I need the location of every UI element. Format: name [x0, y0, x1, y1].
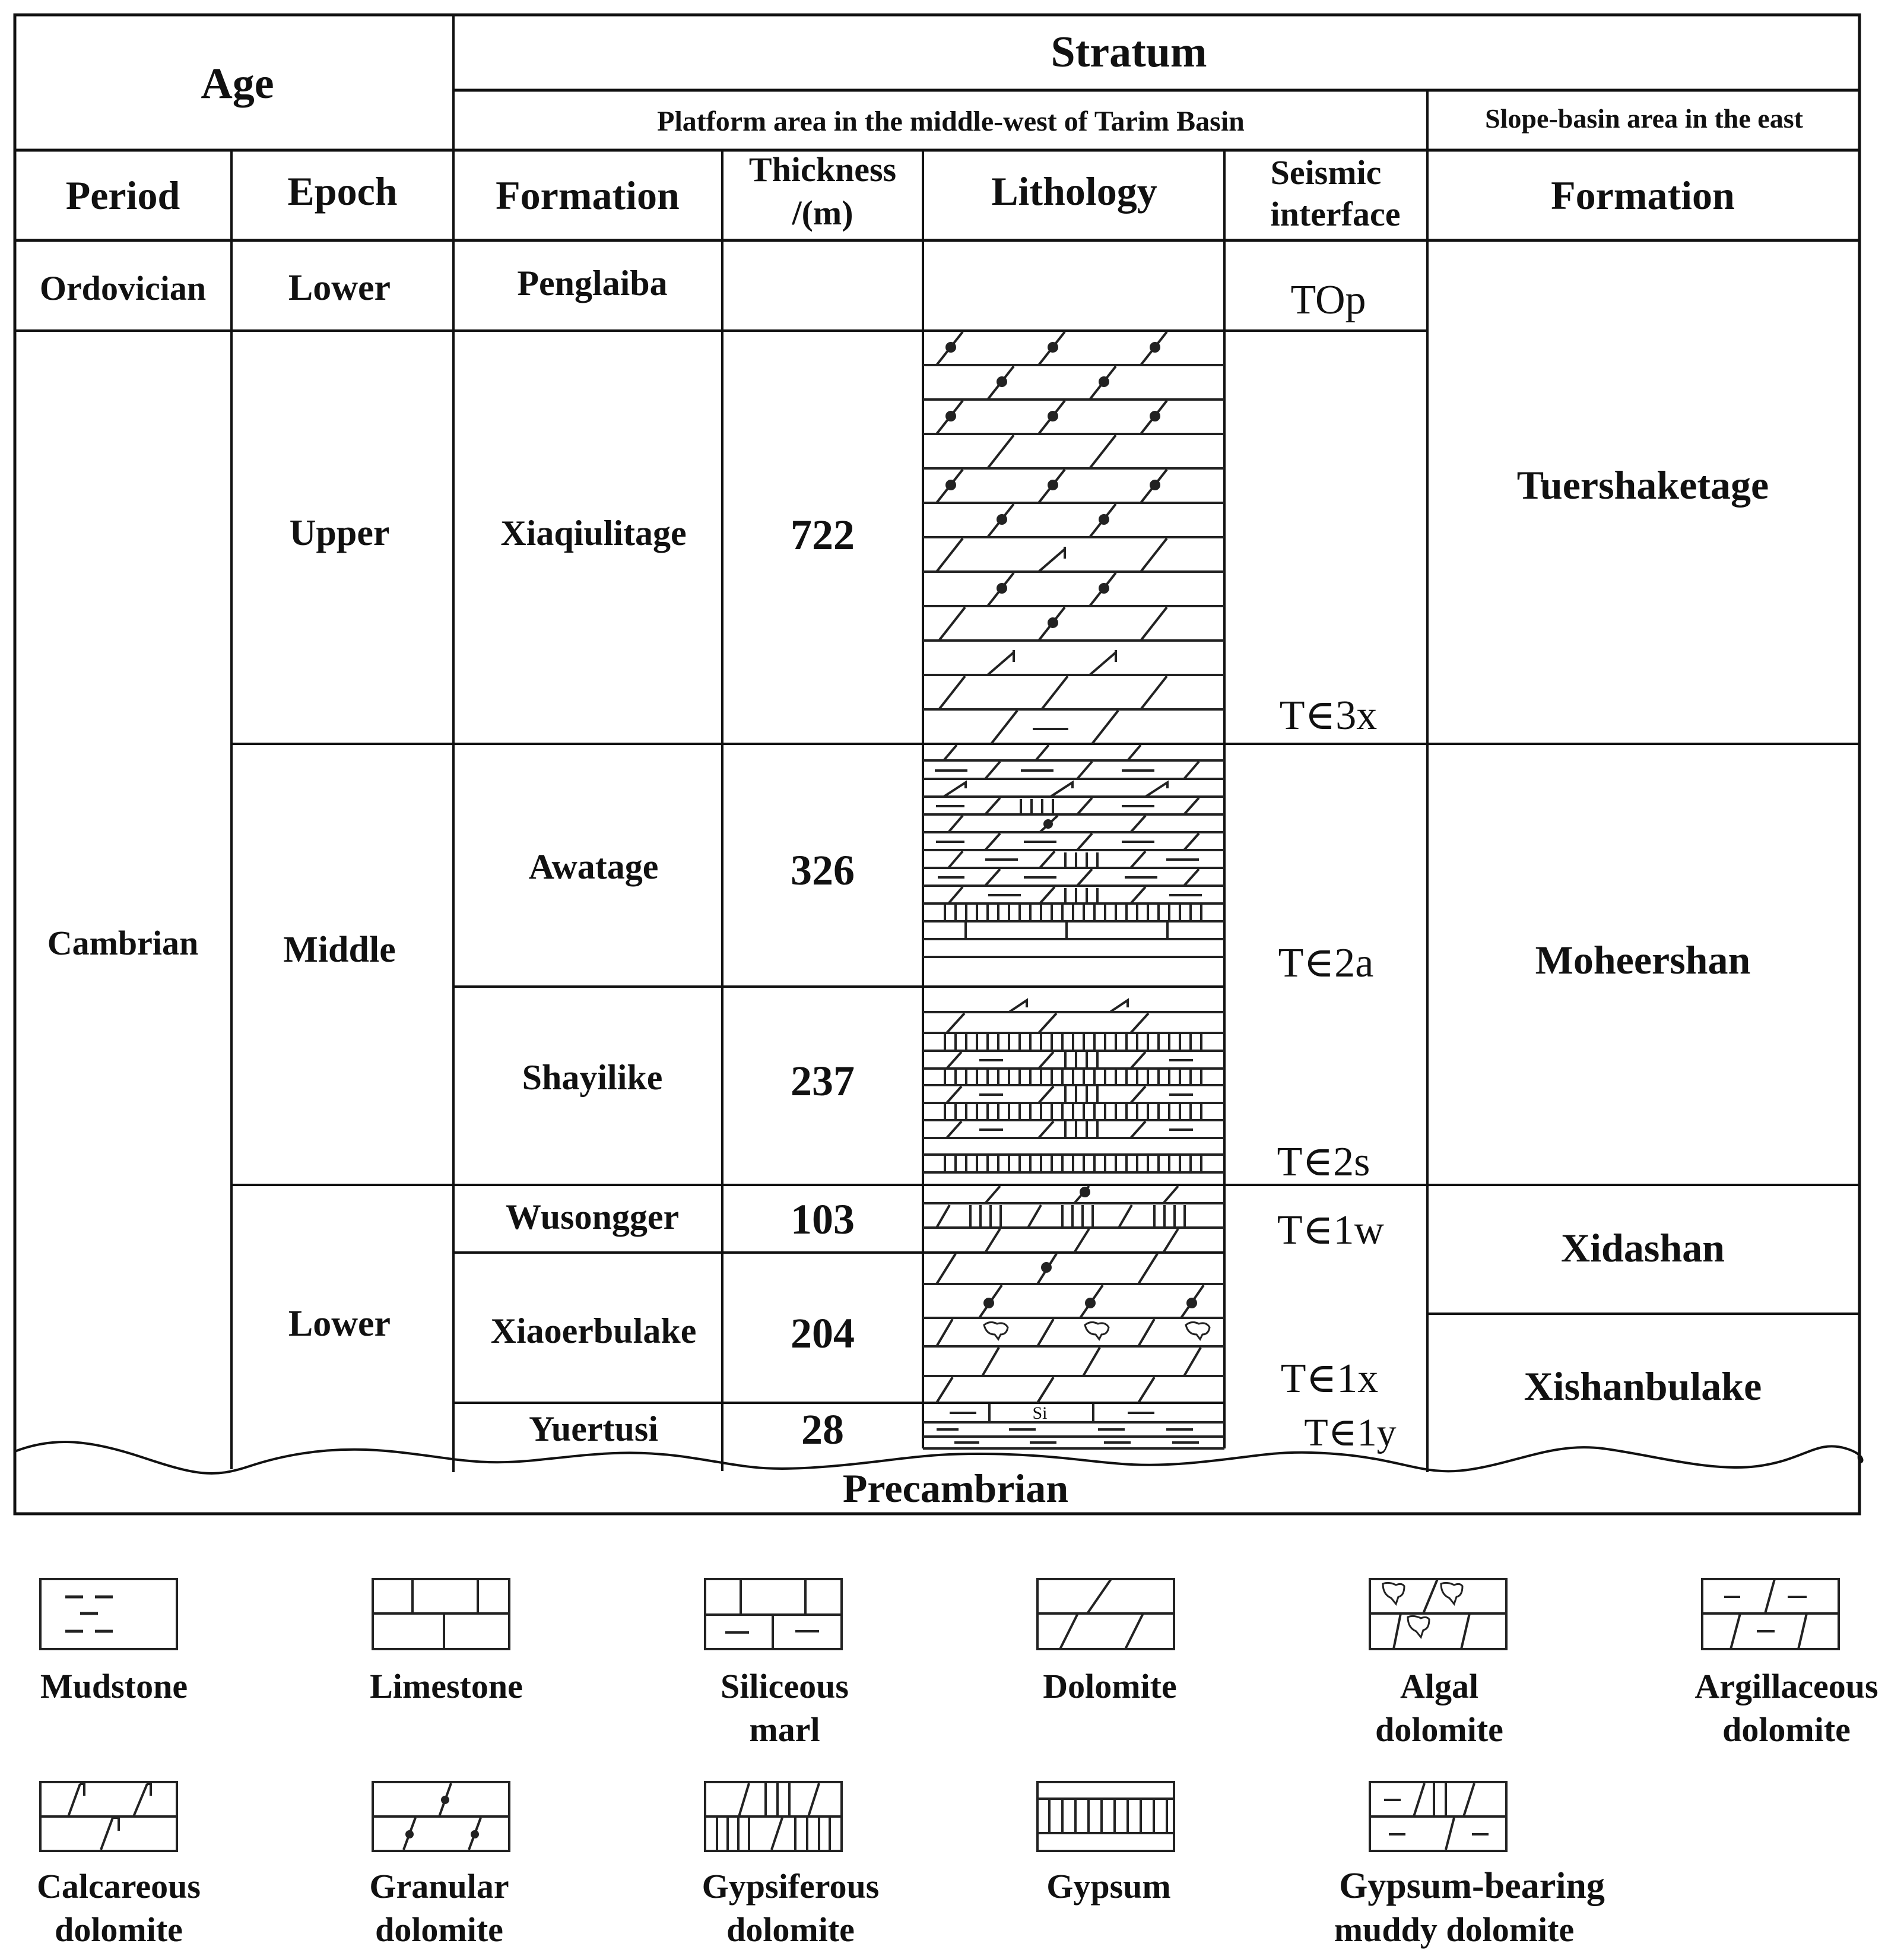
epoch-middle: Middle: [283, 930, 396, 970]
legend-swatch-calcareous-dolomite: [40, 1782, 177, 1851]
epoch-ordovician-lower: Lower: [288, 268, 391, 308]
formation-awatage: Awatage: [528, 847, 659, 886]
table-frame: [15, 15, 1862, 1514]
lithology-shayilike: [923, 1000, 1224, 1172]
col-thickness-line1: Thickness: [748, 150, 897, 189]
thickness-awatage: 326: [791, 847, 855, 894]
legend-label-marl: marl: [749, 1710, 820, 1749]
legend-label-granular: Granular: [369, 1867, 509, 1906]
header-stratum: Stratum: [1051, 28, 1207, 77]
formation-xiaqiulitage: Xiaqiulitage: [500, 513, 687, 553]
east-formation-tuershaketage: Tuershaketage: [1516, 462, 1769, 508]
legend: [40, 1579, 1839, 1851]
legend-swatch-siliceous-marl: [705, 1579, 842, 1649]
legend-swatch-gypsum-bearing-muddy-dolomite: [1370, 1782, 1506, 1851]
col-seismic-line1: Seismic: [1270, 153, 1382, 192]
lithology-yuertusi: [923, 1404, 1224, 1448]
period-ordovician: Ordovician: [39, 269, 207, 307]
legend-label-calcareous: Calcareous: [36, 1867, 201, 1906]
seismic-t1w: T∈1w: [1277, 1207, 1385, 1253]
legend-swatch-mudstone: [40, 1579, 177, 1649]
legend-label-dolomite: Dolomite: [1043, 1667, 1177, 1705]
legend-swatch-gypsum: [1037, 1782, 1174, 1851]
thickness-shayilike: 237: [791, 1057, 855, 1105]
legend-swatch-dolomite: [1037, 1579, 1174, 1649]
legend-swatch-algal-dolomite: [1370, 1579, 1506, 1649]
col-period: Period: [65, 173, 180, 218]
formation-shayilike: Shayilike: [522, 1058, 663, 1097]
legend-label-gypsum-bearing: Gypsum-bearing: [1339, 1866, 1605, 1906]
seismic-t3x: T∈3x: [1279, 693, 1378, 738]
legend-swatch-granular-dolomite: [373, 1782, 509, 1851]
legend-label-argillaceous-dolomite: dolomite: [1722, 1710, 1851, 1749]
legend-label-limestone: Limestone: [370, 1667, 523, 1705]
east-formation-xidashan: Xidashan: [1561, 1225, 1725, 1270]
seismic-t2a: T∈2a: [1278, 940, 1374, 986]
legend-label-gypsum: Gypsum: [1046, 1867, 1171, 1906]
legend-label-algal: Algal: [1400, 1667, 1479, 1705]
seismic-t1x: T∈1x: [1280, 1356, 1379, 1402]
lithology-xiaqiulitage: [923, 332, 1224, 744]
formation-penglaiba: Penglaiba: [517, 264, 668, 303]
legend-swatch-gypsiferous-dolomite: [705, 1782, 842, 1851]
formation-wusongger: Wusongger: [505, 1197, 680, 1237]
legend-label-gypsiferous: Gypsiferous: [702, 1867, 880, 1906]
lithology-column: [923, 332, 1224, 1448]
legend-label-mudstone: Mudstone: [40, 1667, 188, 1705]
si-label: Si: [1032, 1403, 1048, 1423]
thickness-xiaqiulitage: 722: [791, 511, 855, 559]
legend-label-algal-dolomite: dolomite: [1375, 1710, 1503, 1749]
header-platform-area: Platform area in the middle-west of Tarim Basin: [657, 106, 1245, 137]
epoch-cambrian-lower: Lower: [288, 1304, 391, 1344]
seismic-top: TOp: [1290, 277, 1366, 323]
col-lithology: Lithology: [991, 169, 1157, 214]
east-formation-moheershan: Moheershan: [1535, 937, 1751, 982]
header-age: Age: [201, 59, 274, 108]
legend-label-muddy-dolomite: muddy dolomite: [1334, 1910, 1575, 1949]
lithology-xiaoerbulake: [923, 1254, 1224, 1403]
formation-yuertusi: Yuertusi: [529, 1409, 658, 1448]
col-epoch: Epoch: [287, 169, 398, 214]
seismic-t1y: T∈1y: [1304, 1411, 1397, 1454]
thickness-wusongger: 103: [791, 1196, 855, 1243]
legend-swatch-argillaceous-dolomite: [1702, 1579, 1839, 1649]
base-precambrian: Precambrian: [842, 1466, 1069, 1511]
lithology-wusongger: [923, 1186, 1224, 1253]
legend-label-calcareous-dolomite: dolomite: [55, 1910, 183, 1949]
legend-swatch-limestone: [373, 1579, 509, 1649]
col-seismic-line2: interface: [1270, 195, 1401, 233]
col-formation: Formation: [496, 173, 680, 218]
seismic-t2s: T∈2s: [1277, 1139, 1370, 1185]
thickness-yuertusi: 28: [801, 1406, 844, 1453]
lithology-awatage: [923, 745, 1224, 957]
legend-labels: [37, 1667, 1878, 1949]
formation-xiaoerbulake: Xiaoerbulake: [490, 1311, 697, 1351]
east-formation-xishanbulake: Xishanbulake: [1524, 1364, 1762, 1409]
col-thickness-line2: /(m): [792, 194, 853, 232]
col-east-formation: Formation: [1551, 173, 1735, 218]
thickness-xiaoerbulake: 204: [791, 1310, 855, 1357]
legend-label-granular-dolomite: dolomite: [375, 1910, 503, 1949]
legend-label-siliceous: Siliceous: [721, 1667, 849, 1705]
epoch-upper: Upper: [289, 513, 390, 553]
period-cambrian: Cambrian: [47, 924, 199, 962]
legend-label-argillaceous: Argillaceous: [1694, 1667, 1878, 1705]
header-slope-area: Slope-basin area in the east: [1485, 103, 1803, 134]
legend-label-gypsiferous-dolomite: dolomite: [726, 1910, 855, 1949]
